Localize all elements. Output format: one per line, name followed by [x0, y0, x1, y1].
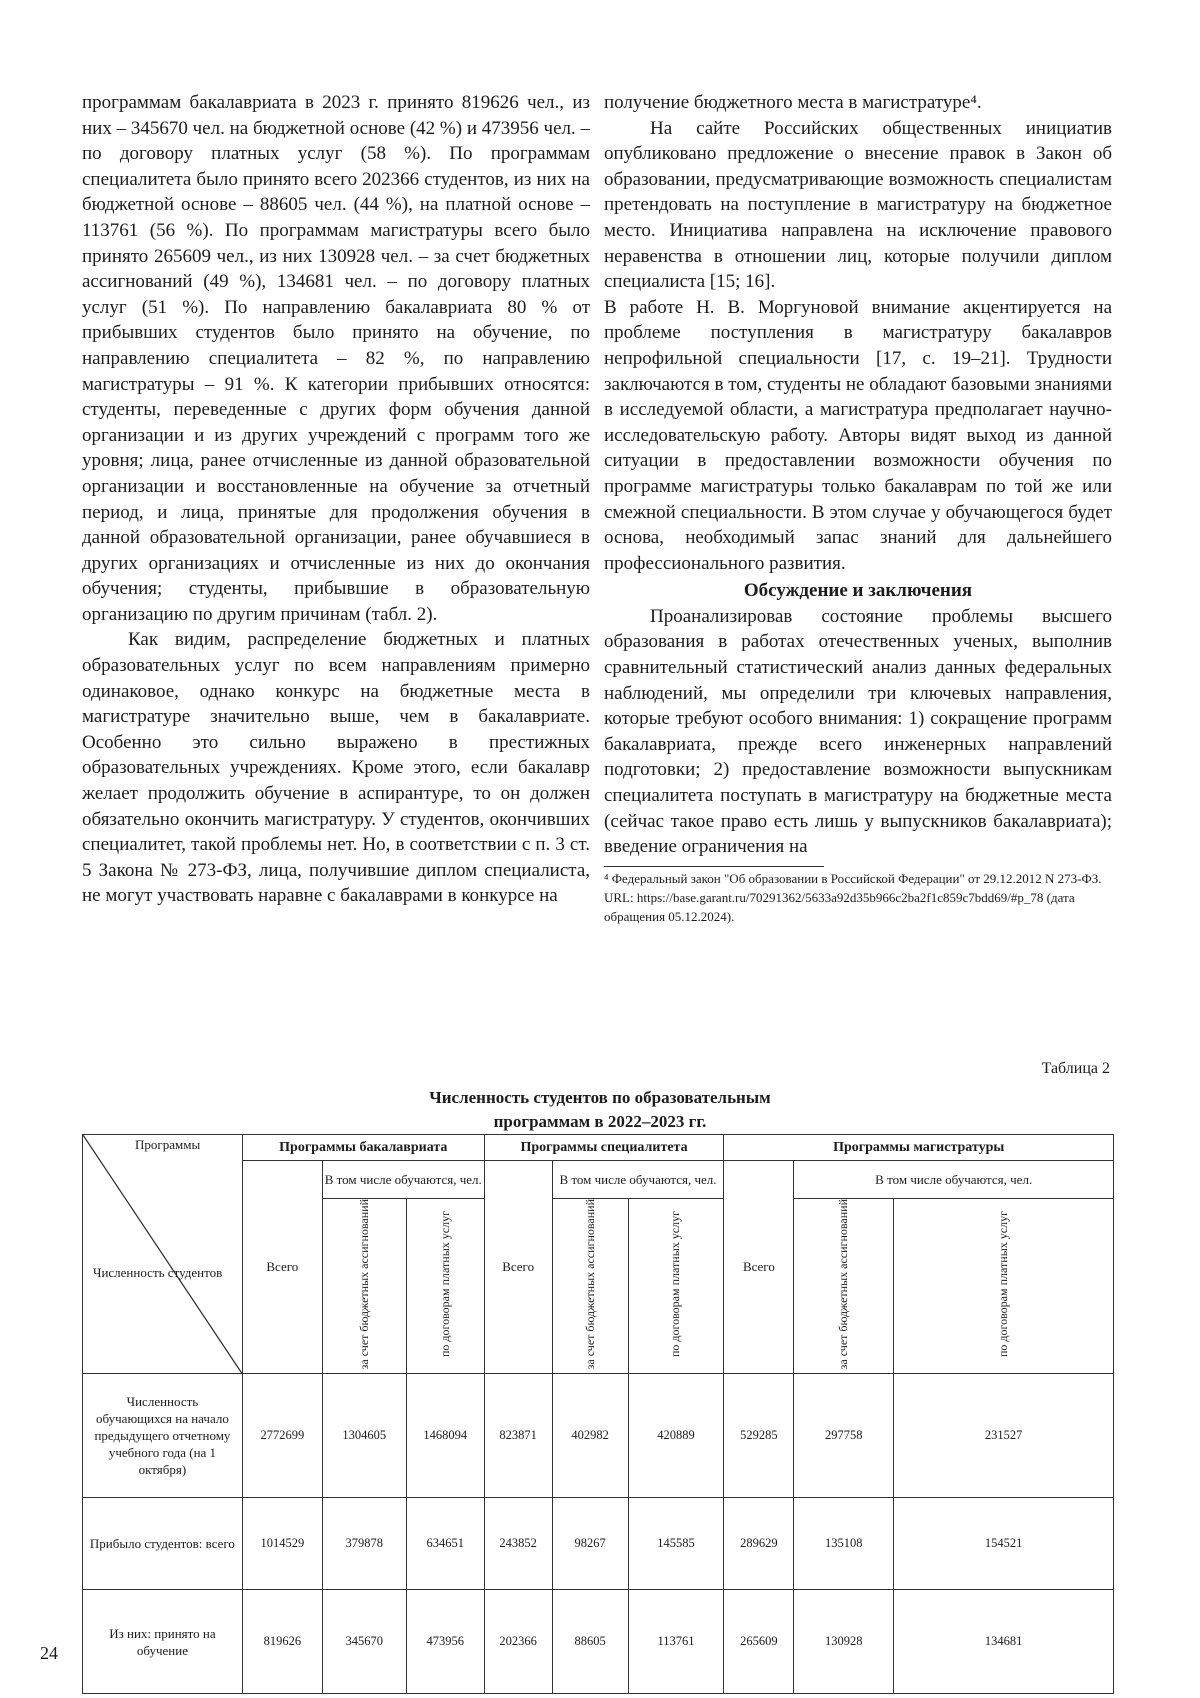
table-cell: 473956	[406, 1590, 484, 1694]
table-cell: 529285	[724, 1374, 794, 1498]
row-label: Численность обучающихся на начало предыдущего отчетному учебного года (на 1 октября)	[83, 1374, 243, 1498]
master-budget-header: за счет бюджетных ассигнований	[794, 1199, 894, 1374]
table-cell: 231527	[894, 1374, 1114, 1498]
group-header-bachelor: Программы бакалавриата	[242, 1135, 484, 1161]
master-total-header: Всего	[724, 1161, 794, 1374]
page-number: 24	[40, 1643, 58, 1663]
table-title-line-2: программам в 2022–2023 гг.	[493, 1112, 707, 1131]
table-cell: 297758	[794, 1374, 894, 1498]
table-cell: 2772699	[242, 1374, 322, 1498]
bachelor-total-header: Всего	[242, 1161, 322, 1374]
master-paid-header: по договорам платных услуг	[894, 1199, 1114, 1374]
table-cell: 113761	[628, 1590, 724, 1694]
table-cell: 243852	[484, 1498, 552, 1590]
left-paragraph-2: Как видим, распределение бюджетных и платных образовательных услуг по всем направлениям примерно одинаковое, однако конкурс на бюджетные места в магистратуре значительно выше, чем в бакалавриате. Особенно это сильно выражено в престижных образовательных учреждениях. Кроме этого, если бакалавр желает продолжить обучение в аспирантуре, то он должен обязательно окончить магистратуру. У студентов, окончивших специалитет, такой проблемы нет. Но, в соответствии с п. 3 ст. 5 Закона № 273-ФЗ, лица, получившие диплом специалиста, не могут участвовать наравне с бакалаврами в конкурсе на	[82, 629, 590, 907]
bachelor-paid-header: по договорам платных услуг	[406, 1199, 484, 1374]
table-cell: 420889	[628, 1374, 724, 1498]
table-title-line-1: Численность студентов по образовательным	[429, 1088, 771, 1107]
right-paragraph-4: Проанализировав состояние проблемы высшего образования в работах отечественных ученых, выполнив сравнительный статистический анализ данных федеральных наблюдений, мы определили три ключевых направления, которые требуют особого внимания: 1) сокращение программ бакалавриата, прежде всего инженерных направлений подготовки; 2) предоставление возможности выпускникам специалитета поступать в магистратуру на бюджетные места (сейчас такое право есть лишь у выпускников бакалавриата); введение ограничения на	[604, 605, 1112, 858]
table-cell: 379878	[322, 1498, 406, 1590]
table-cell: 402982	[552, 1374, 628, 1498]
section-heading: Обсуждение и заключения	[743, 580, 973, 602]
right-paragraph-3: В работе Н. В. Моргуновой внимание акцентируется на проблеме поступления в магистратуру бакалавров непрофильной специальности [17, с. 19–21]. Трудности заключаются в том, студенты не обладают базовыми знаниями в исследуемой области, а магистратура предполагает научно-исследовательскую работу. Авторы видят выход из данной ситуации в предоставлении возможности обучения по программе магистратуры только бакалаврам по той же или смежной специальности. В этом случае у обучающегося будет основа, необходимый запас знаний для дальнейшего профессионального развития.	[604, 296, 1112, 574]
group-header-specialist: Программы специалитета	[484, 1135, 724, 1161]
table-cell: 819626	[242, 1590, 322, 1694]
table-row	[83, 1590, 1114, 1694]
group-header-master: Программы магистратуры	[724, 1135, 1114, 1161]
table-cell: 130928	[794, 1590, 894, 1694]
bachelor-budget-header: за счет бюджетных ассигнований	[322, 1199, 406, 1374]
table-cell: 265609	[724, 1590, 794, 1694]
bachelor-including-header: В том числе обучаются, чел.	[322, 1161, 484, 1199]
table-caption: Таблица 2	[1041, 1060, 1110, 1077]
specialist-total-header: Всего	[484, 1161, 552, 1374]
table-cell: 1304605	[322, 1374, 406, 1498]
footnote: ⁴ Федеральный закон "Об образовании в Российской Федерации" от 29.12.2012 N 273-ФЗ. URL: https://base.garant.ru/70291362/5633a92d35b966c2ba2f1c859c7bdd69/#p_78 (дата обращения 05.12.2024).	[604, 870, 1102, 924]
specialist-budget-header: за счет бюджетных ассигнований	[552, 1199, 628, 1374]
table-cell: 154521	[894, 1498, 1114, 1590]
left-column	[82, 90, 590, 909]
table-cell: 98267	[552, 1498, 628, 1590]
specialist-including-header: В том числе обучаются, чел.	[552, 1161, 724, 1199]
right-column	[604, 90, 1112, 926]
table-cell: 134681	[894, 1590, 1114, 1694]
students-table	[82, 1134, 1114, 1694]
right-paragraph-2: На сайте Российских общественных инициатив опубликовано предложение о внесение правок в Закон об образовании, предусматривающие возможность специалистам претендовать на поступление в магистратуру на бюджетное место. Инициатива направлена на исключение правового неравенства в отношении лиц, которые получили диплом специалиста [15; 16].	[604, 117, 1112, 293]
table-cell: 823871	[484, 1374, 552, 1498]
corner-label-programs: Программы	[135, 1137, 201, 1152]
table-row	[83, 1498, 1114, 1590]
master-including-header: В том числе обучаются, чел.	[794, 1161, 1114, 1199]
corner-label-students: Численность студентов	[93, 1265, 223, 1280]
left-paragraph-1: программам бакалавриата в 2023 г. принято 819626 чел., из них – 345670 чел. на бюджетной основе (42 %) и 473956 чел. – по договору платных услуг (58 %). По программам специалитета было принято всего 202366 студентов, из них на бюджетной основе – 88605 чел. (44 %), на платной основе – 113761 (56 %). По программам магистратуры всего было принято 265609 чел., из них 130928 чел. – за счет бюджетных ассигнований (49 %), 134681 чел. – по договору платных услуг (51 %). По направлению бакалавриата 80 % от прибывших студентов было принято на обучение, по направлению специалитета – 82 %, по направлению магистратуры – 91 %. К категории прибывших относятся: студенты, переведенные с других форм обучения данной организации и из других учреждений с программ того же уровня; лица, ранее отчисленные из данной образовательной организации и восстановленные на обучение за отчетный период, и лица, принятые для продолжения обучения в данной образовательной организации, ранее обучавшиеся в других организациях и отчисленные из них до окончания обучения; студенты, прибывшие в образовательную организацию по другим причинам (табл. 2).	[82, 92, 590, 625]
table-cell: 345670	[322, 1590, 406, 1694]
table-title	[0, 1086, 1200, 1134]
table-corner-cell	[83, 1135, 243, 1374]
row-label: Прибыло студентов: всего	[83, 1498, 243, 1590]
table-cell: 88605	[552, 1590, 628, 1694]
table-cell: 289629	[724, 1498, 794, 1590]
table-row	[83, 1374, 1114, 1498]
table-cell: 634651	[406, 1498, 484, 1590]
footnote-divider	[604, 866, 824, 867]
row-label: Из них: принято на обучение	[83, 1590, 243, 1694]
table-cell: 1014529	[242, 1498, 322, 1590]
table-cell: 202366	[484, 1590, 552, 1694]
corner-diagonal-line	[83, 1135, 242, 1373]
specialist-paid-header: по договорам платных услуг	[628, 1199, 724, 1374]
right-paragraph-1: получение бюджетного места в магистратуре⁴.	[604, 92, 982, 113]
table-cell: 135108	[794, 1498, 894, 1590]
table-cell: 1468094	[406, 1374, 484, 1498]
table-cell: 145585	[628, 1498, 724, 1590]
